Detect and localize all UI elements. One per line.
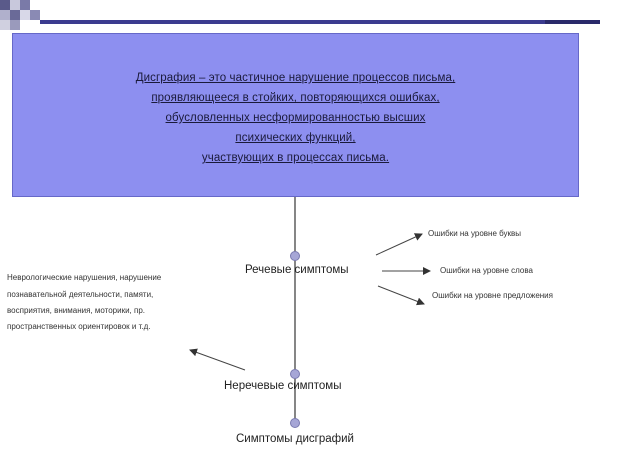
description-line: Неврологические нарушения, нарушение xyxy=(7,273,162,282)
error-level-letter: Ошибки на уровне буквы xyxy=(428,229,522,238)
description-line: познавательной деятельности, памяти, xyxy=(7,290,154,299)
speech-symptoms-label: Речевые симптомы xyxy=(245,264,349,276)
definition-line: участвующих в процессах письма. xyxy=(201,152,390,164)
definition-line: обусловленных несформированностью высших xyxy=(165,112,426,124)
nonspeech-symptoms-label: Неречевые симптомы xyxy=(224,380,342,392)
dysgraphia-symptoms-label: Симптомы дисграфий xyxy=(236,433,354,445)
definition-line: Дисграфия – это частичное нарушение процессов письма, xyxy=(135,72,456,84)
description-line: пространственных ориентировок и т.д. xyxy=(7,322,151,331)
speech-symptoms-node xyxy=(290,251,300,261)
definition-line: психических функций, xyxy=(235,132,356,144)
error-level-word: Ошибки на уровне слова xyxy=(440,266,533,275)
arrow-to-sentence-level xyxy=(378,286,424,304)
arrow-to-letter-level xyxy=(376,234,422,255)
nonspeech-symptoms-node xyxy=(290,369,300,379)
error-level-sentence: Ошибки на уровне предложения xyxy=(432,291,553,300)
dysgraphia-symptoms-node xyxy=(290,418,300,428)
arrow-to-nonspeech-description xyxy=(190,350,245,370)
description-line: восприятия, внимания, моторики, пр. xyxy=(7,306,145,315)
definition-line: проявляющееся в стойких, повторяющихся ошибках, xyxy=(151,92,440,104)
